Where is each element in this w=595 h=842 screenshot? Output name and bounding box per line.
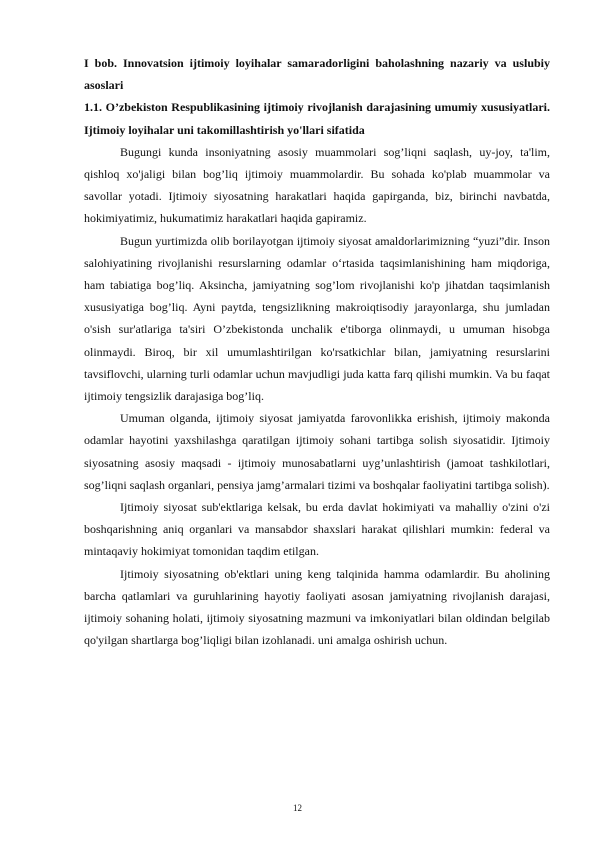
- paragraph-5: Ijtimoiy siyosatning ob'ektlari uning keng talqinida hamma odamlardir. Bu aholining barcha qatlamlari va guruhlarining hayotiy faoliyati asosan jamiyatning rivojlanish darajasi, ijtimoiy sohaning holati, ijtimoiy siyosatning mazmuni va imkoniyatlari bilan oldindan belgilab qo'yilgan shartlarga bog’liqligi bilan izohlanadi. uni amalga oshirish uchun.: [84, 566, 550, 648]
- paragraph-4: Ijtimoiy siyosat sub'ektlariga kelsak, bu erda davlat hokimiyati va mahalliy o'zini o'zi boshqarishning aniq organlari va mansabdor shaxslari harakat qilishlari mumkin: federal va mintaqaviy hokimiyat tomonidan taqdim etilgan.: [84, 500, 550, 559]
- paragraph-1: Bugungi kunda insoniyatning asosiy muammolari sog’liqni saqlash, uy-joy, ta'lim, qishloq xo'jaligi bilan bog’liq ijtimoiy muammolardir. Bu sohada ko'plab muammolar va savollar yotadi. Ijtimoiy siyosatning harakatlari haqida gapirganda, biz, birinchi navbatda, hokimiyatimiz, hukumatimiz harakatlari haqida gapiramiz.: [84, 144, 550, 226]
- chapter-heading: I bob. Innovatsion ijtimoiy loyihalar samaradorligini baholashning nazariy va uslubiy asoslari: [84, 56, 550, 93]
- paragraph-2: Bugun yurtimizda olib borilayotgan ijtimoiy siyosat amaldorlarimizning “yuzi”dir. Inson salohiyatining rivojlanishi resurslarning odamlar o‘rtasida taqsimlanishining ham miqdoriga, ham tabiatiga bog’liq. Aksincha, jamiyatning sog’lom rivojlanishi ko'p jihatdan taqsimlanish xususiyatiga bog’liq. Ayni paytda, tengsizlikning makroiqtisodiy jarayonlarga, shu jumladan o'sish sur'atlariga ta'siri O’zbekistonda unchalik e'tiborga olinmaydi, u umuman hisobga olinmaydi. Biroq, bir xil umumlashtirilgan ko'rsatkichlar bilan, jamiyatning resurslarini tavsiflovchi, ularning turli odamlar uchun mavjudligi juda katta farq qilishi mumkin. Va bu faqat ijtimoiy tengsizlik darajasiga bog’liq.: [84, 233, 550, 404]
- section-heading: 1.1. O’zbekiston Respublikasining ijtimoiy rivojlanish darajasining umumiy xususiyatlari. Ijtimoiy loyihalar uni takomillashtirish yo'llari sifatida: [84, 100, 550, 137]
- paragraph-3: Umuman olganda, ijtimoiy siyosat jamiyatda farovonlikka erishish, ijtimoiy makonda odamlar hayotini yaxshilashga qaratilgan ijtimoiy sohani tartibga solish siyosatidir. Ijtimoiy siyosatning asosiy maqsadi - ijtimoiy munosabatlarni uyg’unlashtirish (jamoat tashkilotlari, sog’liqni saqlash organlari, pensiya jamg’armalari tizimi va boshqalar faoliyatini tartibga solish).: [84, 411, 550, 492]
- page-number: 12: [293, 803, 302, 813]
- document-page: [84, 52, 550, 651]
